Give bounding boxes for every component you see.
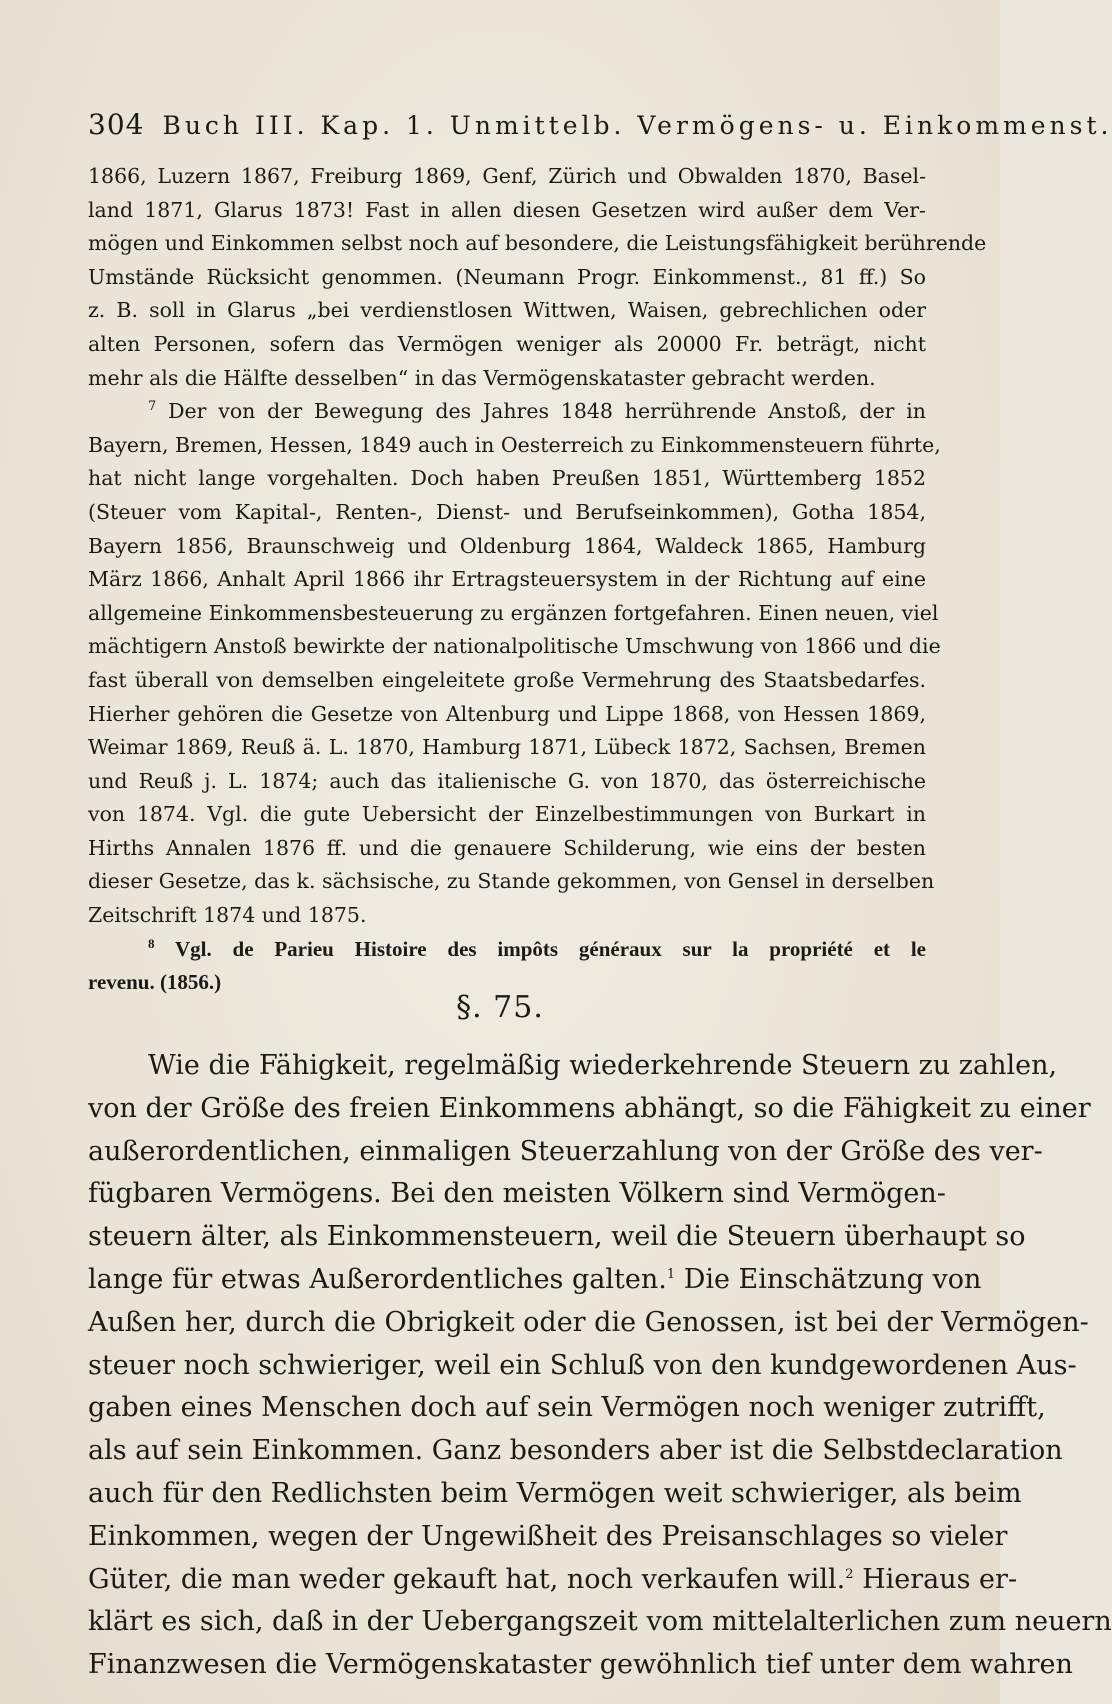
footnote-line: Bayern 1856, Braunschweig und Oldenburg 1864, Waldeck 1865, Hamburg [88, 533, 926, 558]
footnote-line: hat nicht lange vorgehalten. Doch haben Preußen 1851, Württemberg 1852 [88, 466, 926, 491]
text-segment: Güter, die man weder gekauft hat, noch verkaufen will. [88, 1563, 846, 1595]
footnote-line: 1866, Luzern 1867, Freiburg 1869, Genf, Zürich und Obwalden 1870, Basel- [88, 164, 926, 188]
footnote-line: mächtigern Anstoß bewirkte der nationalpolitische Umschwung von 1866 und die [88, 634, 941, 659]
running-title: Buch III. Kap. 1. Unmittelb. Vermögens- u. Einkommenst. [162, 111, 1112, 140]
footnote-line: Hierher gehören die Gesetze von Altenburg und Lippe 1868, von Hessen 1869, [88, 701, 926, 726]
footnote-line: März 1866, Anhalt April 1866 ihr Ertragsteuersystem in der Richtung auf eine [88, 567, 926, 592]
footnote-line: Zeitschrift 1874 und 1875. [88, 903, 367, 928]
text-line: Wie die Fähigkeit, regelmäßig wiederkehrende Steuern zu zahlen, [148, 1050, 1058, 1081]
footnote-line: z. B. soll in Glarus „bei verdienstlosen Wittwen, Waisen, gebrechlichen oder [88, 298, 926, 323]
main-text [88, 1045, 1112, 1687]
text-line-with-note-2 [88, 1559, 1018, 1602]
footnote-ref-1: 1 [666, 1266, 676, 1282]
text-line: klärt es sich, daß in der Uebergangszeit vom mittelalterlichen zum neuern [88, 1606, 1112, 1638]
footnote-line: (Steuer vom Kapital-, Renten-, Dienst- und Berufseinkommen), Gotha 1854, [88, 499, 926, 524]
footnote-line: und Reuß j. L. 1874; auch das italienische G. von 1870, das österreichische [88, 768, 926, 793]
footnote-line: mehr als die Hälfte desselben“ in das Vermögenskataster gebracht werden. [88, 365, 876, 390]
text-line: fügbaren Vermögens. Bei den meisten Völkern sind Vermögen- [88, 1178, 946, 1210]
footnotes [88, 160, 987, 1000]
text-segment: Hieraus er- [862, 1563, 1018, 1595]
text-line: außerordentlichen, einmaligen Steuerzahlung von der Größe des ver- [88, 1135, 1043, 1167]
footnote-7-marker: 7 [148, 399, 157, 415]
text-line: von der Größe des freien Einkommens abhängt, so die Fähigkeit zu einer [88, 1092, 1091, 1124]
footnote-line: Vgl. de Parieu Histoire des impôts généraux sur la propriété et le [174, 936, 926, 961]
footnote-7-first-line [88, 395, 926, 429]
footnote-line: Der von der Bewegung des Jahres 1848 herrührende Anstoß, der in [168, 399, 926, 424]
text-line: steuern älter, als Einkommensteuern, weil die Steuern überhaupt so [88, 1221, 1026, 1253]
text-line: Außen her, durch die Obrigkeit oder die Genossen, ist bei der Vermögen- [88, 1306, 1089, 1338]
footnote-line: dieser Gesetze, das k. sächsische, zu Stande gekommen, von Gensel in derselben [88, 869, 935, 894]
text-line-with-note-1 [88, 1259, 982, 1302]
footnote-line: Weimar 1869, Reuß ä. L. 1870, Hamburg 1871, Lübeck 1872, Sachsen, Bremen [88, 735, 926, 760]
footnote-line: Hirths Annalen 1876 ff. und die genauere Schilderung, wie eins der besten [88, 835, 926, 860]
text-line: als auf sein Einkommen. Ganz besonders aber ist die Selbstdeclaration [88, 1435, 1063, 1467]
text-line: Einkommen, wegen der Ungewißheit des Preisanschlages so vieler [88, 1520, 1008, 1552]
text-line: Finanzwesen die Vermögenskataster gewöhnlich tief unter dem wahren [88, 1649, 1073, 1681]
footnote-8-marker: 8 [148, 935, 155, 951]
running-header [88, 108, 1112, 141]
footnote-ref-2: 2 [845, 1566, 854, 1582]
text-line: auch für den Redlichsten beim Vermögen weit schwieriger, als beim [88, 1477, 1022, 1509]
footnote-line: revenu. (1856.) [88, 970, 222, 995]
text-segment: Die Einschätzung von [683, 1263, 982, 1295]
section-heading: §. 75. [456, 990, 544, 1025]
text-line: gaben eines Menschen doch auf sein Vermögen noch weniger zutrifft, [88, 1392, 1046, 1424]
footnote-line: land 1871, Glarus 1873! Fast in allen diesen Gesetzen wird außer dem Ver- [88, 197, 926, 222]
text-segment: lange für etwas Außerordentliches galten. [88, 1263, 667, 1295]
footnote-line: alten Personen, sofern das Vermögen weniger als 20000 Fr. beträgt, nicht [88, 331, 926, 356]
footnote-line: fast überall von demselben eingeleitete große Vermehrung des Staatsbedarfes. [88, 667, 926, 692]
footnote-line: mögen und Einkommen selbst noch auf besondere, die Leistungsfähigkeit berührende [88, 231, 987, 256]
footnote-8-first-line [88, 933, 926, 967]
footnote-line: Umstände Rücksicht genommen. (Neumann Progr. Einkommenst., 81 ff.) So [88, 264, 926, 289]
footnote-line: Bayern, Bremen, Hessen, 1849 auch in Oesterreich zu Einkommensteuern führte, [88, 432, 941, 457]
footnote-line: allgemeine Einkommensbesteuerung zu ergänzen fortgefahren. Einen neuen, viel [88, 600, 939, 625]
footnote-line: von 1874. Vgl. die gute Uebersicht der Einzelbestimmungen von Burkart in [88, 802, 926, 827]
page-number: 304 [88, 108, 145, 141]
text-line: steuer noch schwieriger, weil ein Schluß von den kundgewordenen Aus- [88, 1349, 1077, 1381]
